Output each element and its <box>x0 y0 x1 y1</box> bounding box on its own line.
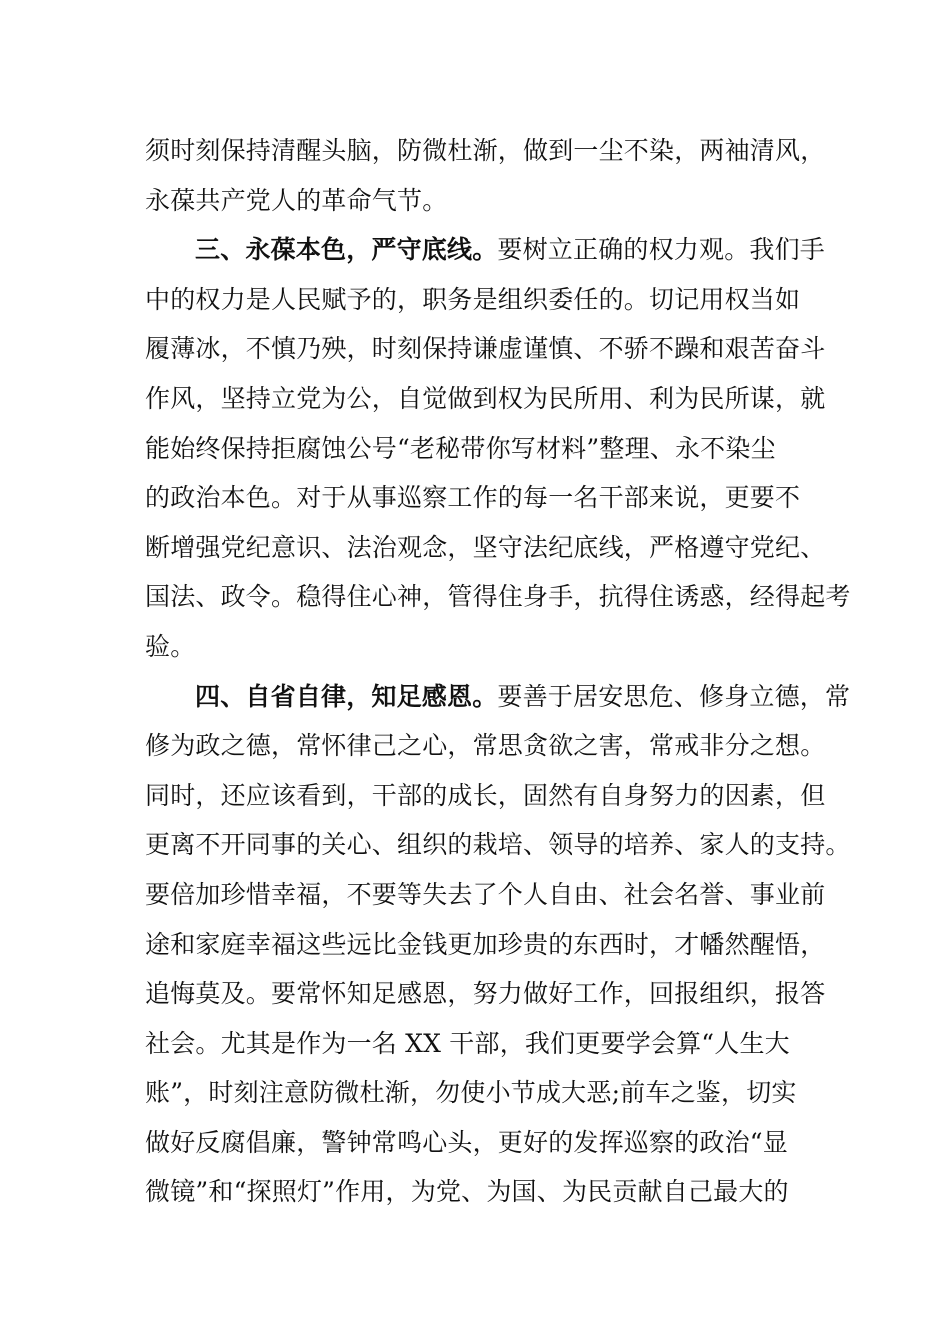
line-text: 永葆共产党人的革命气节。 <box>145 185 448 215</box>
text-line <box>145 1167 825 1217</box>
text-line <box>145 1068 825 1118</box>
text-line <box>145 523 825 573</box>
line-text: 途和家庭幸福这些远比金钱更加珍贵的东西时，才幡然醒悟， <box>145 929 826 959</box>
line-text: 要树立正确的权力观。我们手 <box>497 235 826 265</box>
text-line <box>145 870 825 920</box>
line-text: 作风，坚持立党为公，自觉做到权为民所用、利为民所谋，就 <box>145 383 826 413</box>
line-text: 履薄冰，不慎乃殃，时刻保持谦虚谨慎、不骄不躁和艰苦奋斗 <box>145 334 826 364</box>
text-line <box>145 969 825 1019</box>
line-text: 社会。尤其是作为一名 XX 干部，我们更要学会算“人生大 <box>145 1028 790 1058</box>
text-line <box>145 721 825 771</box>
line-text: 验。 <box>145 631 196 661</box>
line-text: 做好反腐倡廉，警钟常鸣心头，更好的发挥巡察的政治“显 <box>145 1127 788 1157</box>
line-text: 的政治本色。对于从事巡察工作的每一名干部来说，更要不 <box>145 483 801 513</box>
section-heading-3: 三、永葆本色，严守底线。 <box>195 235 498 265</box>
text-line <box>145 920 825 970</box>
line-text: 修为政之德，常怀律己之心，常思贪欲之害，常戒非分之想。 <box>145 731 826 761</box>
line-text: 能始终保持拒腐蚀公号“老秘带你写材料”整理、永不染尘 <box>145 433 776 463</box>
line-text: 要倍加珍惜幸福，不要等失去了个人自由、社会名誉、事业前 <box>145 879 826 909</box>
line-text: 国法、政令。稳得住心神，管得住身手，抗得住诱惑，经得起考 <box>145 582 851 612</box>
line-text: 断增强党纪意识、法治观念，坚守法纪底线，严格遵守党纪、 <box>145 532 826 562</box>
text-line <box>145 473 825 523</box>
section-heading-4: 四、自省自律，知足感恩。 <box>195 681 498 711</box>
text-line <box>145 1019 825 1069</box>
line-text: 须时刻保持清醒头脑，防微杜渐，做到一尘不染，两袖清风， <box>145 136 826 165</box>
section-heading-line <box>145 225 825 275</box>
text-line <box>145 126 825 176</box>
text-line <box>145 424 825 474</box>
line-text: 追悔莫及。要常怀知足感恩，努力做好工作，回报组织，报答 <box>145 979 826 1009</box>
text-line <box>145 324 825 374</box>
line-text: 更离不开同事的关心、组织的栽培、领导的培养、家人的支持。 <box>145 830 851 860</box>
text-line <box>145 275 825 325</box>
body-text <box>145 126 851 1217</box>
text-line <box>145 622 825 672</box>
section-heading-line <box>145 672 851 722</box>
text-line <box>145 176 825 226</box>
text-line <box>145 572 851 622</box>
text-line <box>145 1118 825 1168</box>
text-line <box>145 820 851 870</box>
line-text: 要善于居安思危、修身立德，常 <box>497 681 851 711</box>
line-text: 微镜”和“探照灯”作用，为党、为国、为民贡献自己最大的 <box>145 1177 789 1207</box>
text-line <box>145 771 825 821</box>
line-text: 中的权力是人民赋予的，职务是组织委任的。切记用权当如 <box>145 284 801 314</box>
text-line <box>145 374 825 424</box>
line-text: 同时，还应该看到，干部的成长，固然有自身努力的因素，但 <box>145 780 826 810</box>
line-text: 账”，时刻注意防微杜渐，勿使小节成大恶;前车之鉴，切实 <box>145 1078 797 1108</box>
